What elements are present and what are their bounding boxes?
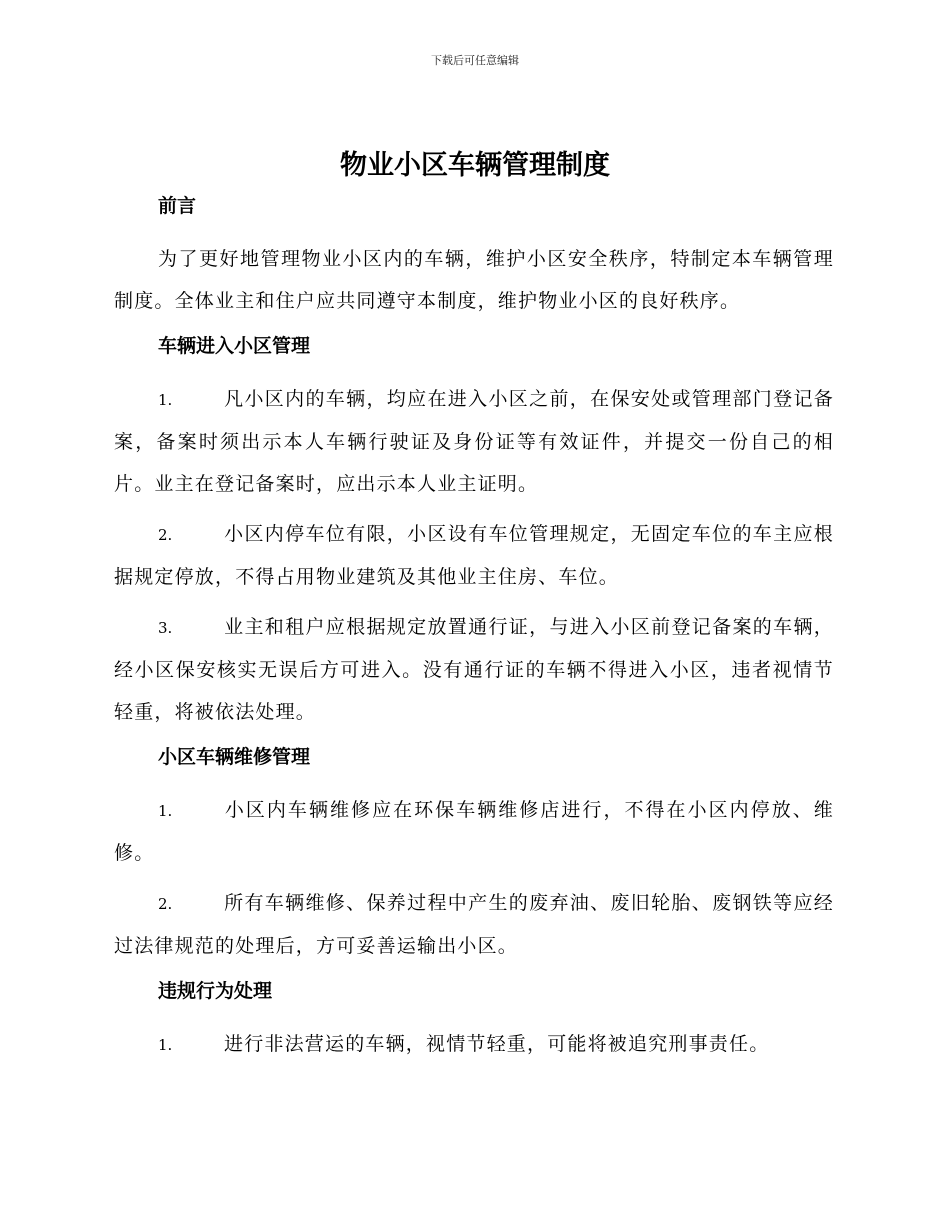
paragraph: 为了更好地管理物业小区内的车辆，维护小区安全秩序，特制定本车辆管理制度。全体业主和住户应共同遵守本制度，维护物业小区的良好秩序。 <box>114 248 834 312</box>
section-heading: 小区车辆维修管理 <box>158 746 311 768</box>
list-item-number: 1. <box>158 802 173 820</box>
list-item <box>114 882 834 967</box>
page-header: 下载后可任意编辑 <box>431 54 519 67</box>
list-item-number: 1. <box>158 391 173 409</box>
list-item-text: 业主和租户应根据规定放置通行证，与进入小区前登记备案的车辆，经小区保安核实无误后方可进入。没有通行证的车辆不得进入小区，违者视情节轻重，将被依法处理。 <box>114 616 834 723</box>
section-violations <box>114 975 834 1066</box>
list-item-text: 小区内车辆维修应在环保车辆维修店进行，不得在小区内停放、维修。 <box>114 799 834 864</box>
document-body <box>114 190 834 1074</box>
list-item <box>114 378 834 505</box>
list-item-text: 凡小区内的车辆，均应在进入小区之前，在保安处或管理部门登记备案，备案时须出示本人车辆行驶证及身份证等有效证件，并提交一份自己的相片。业主在登记备案时，应出示本人业主证明。 <box>114 388 834 495</box>
section-vehicle-entry <box>114 330 834 733</box>
list-item-number: 2. <box>158 526 173 544</box>
section-heading: 前言 <box>158 195 197 217</box>
section-preface <box>114 190 834 322</box>
list-item <box>114 513 834 598</box>
list-item <box>114 606 834 733</box>
list-item-text: 进行非法营运的车辆，视情节轻重，可能将被追究刑事责任。 <box>224 1033 770 1055</box>
list-item <box>114 1023 834 1066</box>
section-heading: 违规行为处理 <box>158 980 273 1002</box>
section-vehicle-repair <box>114 741 834 967</box>
list-item-number: 2. <box>158 895 173 913</box>
list-item-number: 3. <box>158 619 173 637</box>
document-title: 物业小区车辆管理制度 <box>340 150 610 181</box>
list-item-text: 小区内停车位有限，小区设有车位管理规定，无固定车位的车主应根据规定停放，不得占用物业建筑及其他业主住房、车位。 <box>114 523 834 588</box>
list-item-text: 所有车辆维修、保养过程中产生的废弃油、废旧轮胎、废钢铁等应经过法律规范的处理后，方可妥善运输出小区。 <box>114 892 834 957</box>
section-heading: 车辆进入小区管理 <box>158 335 311 357</box>
list-item-number: 1. <box>158 1036 173 1054</box>
list-item <box>114 789 834 874</box>
